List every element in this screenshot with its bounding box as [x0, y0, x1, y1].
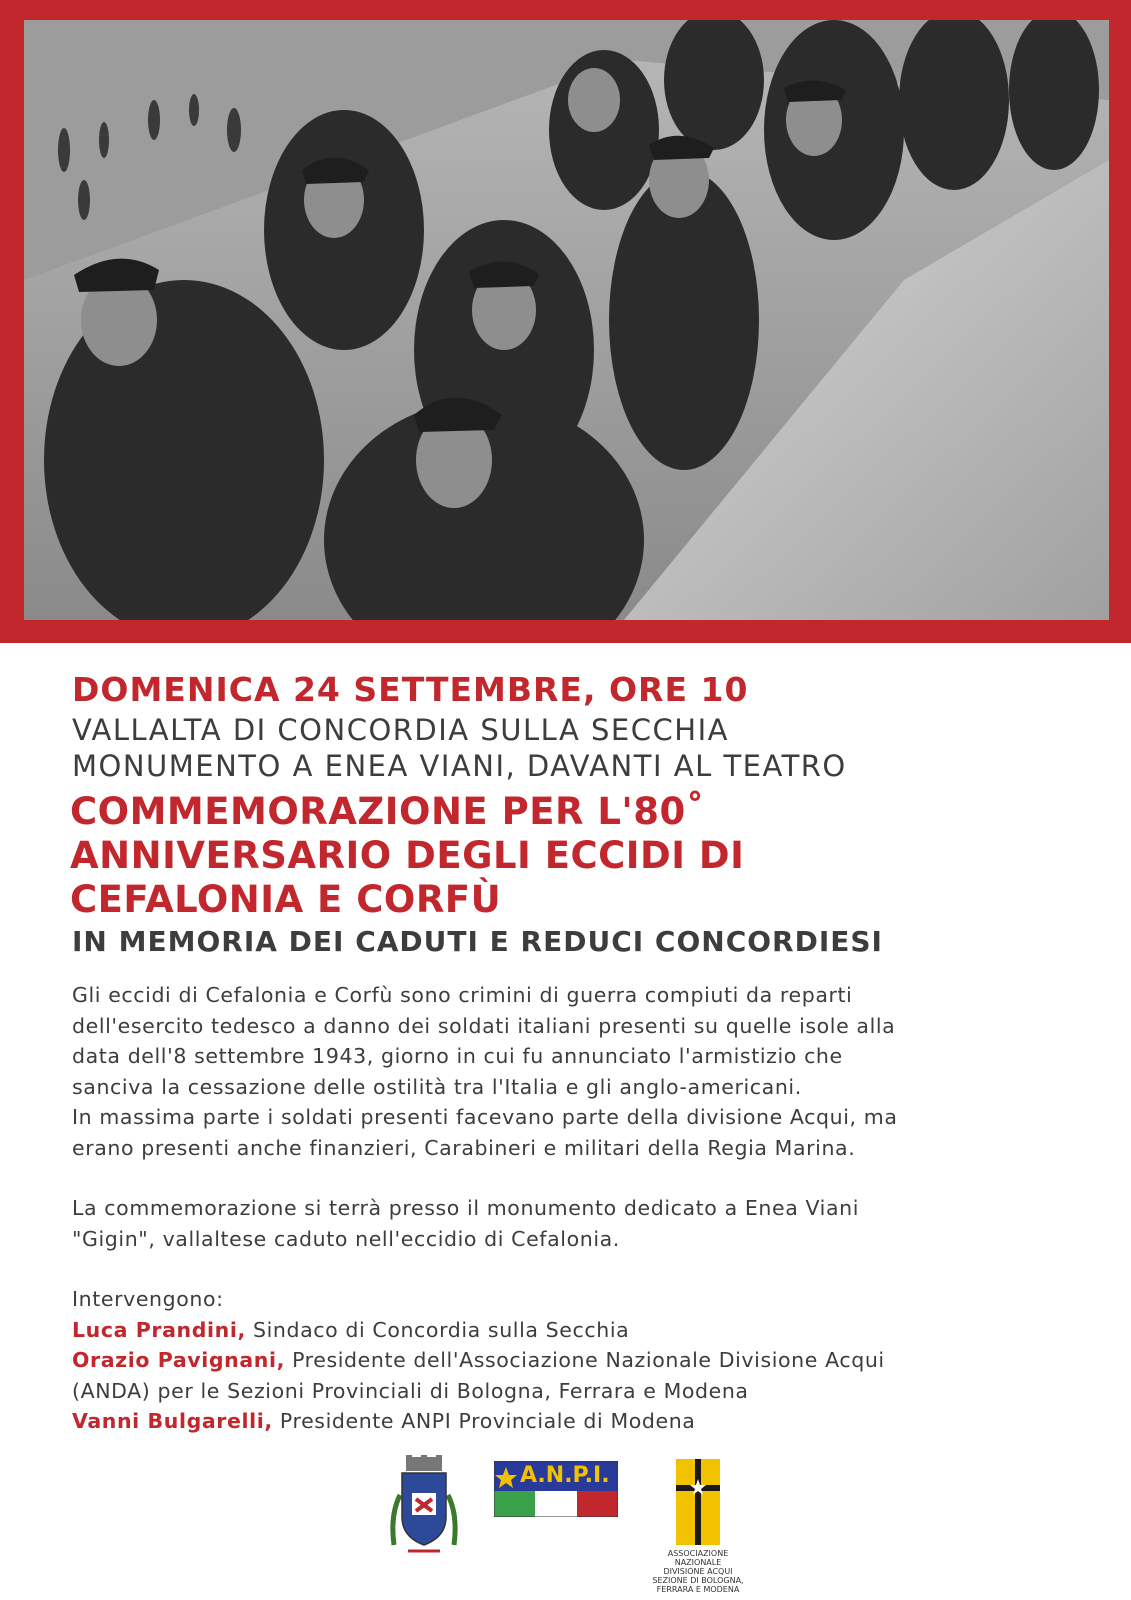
speaker-name: Vanni Bulgarelli,: [72, 1409, 273, 1433]
anpi-logo: [494, 1461, 618, 1521]
body-line: "Gigin", vallaltese caduto nell'eccidio di Cefalonia.: [72, 1226, 620, 1251]
body-paragraph-2: [72, 1193, 1072, 1254]
speaker-role: Presidente dell'Associazione Nazionale Divisione Acqui: [284, 1348, 885, 1372]
speaker-line: [72, 1376, 1072, 1407]
speaker-line: [72, 1406, 1072, 1437]
anda-caption-line: FERRARA E MODENA: [656, 1585, 740, 1594]
photo-frame: [0, 0, 1131, 643]
event-subtitle: IN MEMORIA DEI CADUTI E REDUCI CONCORDIESI: [72, 925, 883, 958]
speaker-line: [72, 1315, 1072, 1346]
speaker-role: Presidente ANPI Provinciale di Modena: [272, 1409, 696, 1433]
event-title: [70, 790, 1072, 922]
event-title-line2: ANNIVERSARIO DEGLI ECCIDI DI: [70, 834, 745, 877]
anpi-logo-text: A.N.P.I.: [520, 1463, 610, 1488]
spacer: [72, 1254, 1072, 1284]
historical-soldiers-photo: [24, 20, 1109, 620]
body-paragraph-1: [72, 980, 1072, 1163]
body-line: data dell'8 settembre 1943, giorno in cui fu annunciato l'armistizio che: [72, 1044, 843, 1068]
speaker-role: Sindaco di Concordia sulla Secchia: [245, 1317, 630, 1342]
event-title-line3: CEFALONIA E CORFÙ: [70, 878, 502, 921]
speaker-role: (ANDA) per le Sezioni Provinciali di Bologna, Ferrara e Modena: [72, 1378, 749, 1403]
comune-coat-of-arms-icon: [388, 1455, 460, 1564]
event-date: DOMENICA 24 SETTEMBRE, ORE 10: [72, 670, 749, 709]
spacer: [72, 1163, 1072, 1193]
body-line: In massima parte i soldati presenti facevano parte della divisione Acqui, ma: [72, 1105, 898, 1129]
anda-caption-line: SEZIONE DI BOLOGNA,: [652, 1576, 744, 1585]
event-place-line1: VALLALTA DI CONCORDIA SULLA SECCHIA: [72, 713, 729, 747]
event-content: [72, 668, 1072, 1437]
event-title-line1: COMMEMORAZIONE PER L'80˚: [70, 790, 705, 833]
speaker-name: Luca Prandini,: [72, 1317, 246, 1342]
body-line: sanciva la cessazione delle ostilità tra l'Italia e gli anglo-americani.: [72, 1074, 802, 1099]
body-line: erano presenti anche finanzieri, Carabineri e militari della Regia Marina.: [72, 1135, 856, 1160]
logos-row: [0, 1455, 1131, 1600]
anda-logo: [648, 1459, 748, 1594]
event-place-line2: MONUMENTO A ENEA VIANI, DAVANTI AL TEATRO: [72, 749, 847, 783]
anda-caption-line: DIVISIONE ACQUI: [663, 1567, 733, 1576]
photo-illustration: [24, 20, 1109, 620]
event-body: [72, 980, 1072, 1437]
speaker-line: [72, 1345, 1072, 1376]
intervengono-label: Intervengono:: [72, 1287, 224, 1311]
anda-caption-line: ASSOCIAZIONE NAZIONALE: [667, 1549, 729, 1567]
body-line: dell'esercito tedesco a danno dei soldati italiani presenti su quelle isole alla: [72, 1013, 896, 1038]
speaker-name: Orazio Pavignani,: [72, 1348, 285, 1372]
body-line: Gli eccidi di Cefalonia e Corfù sono crimini di guerra compiuti da reparti: [72, 983, 853, 1007]
body-line: La commemorazione si terrà presso il monumento dedicato a Enea Viani: [72, 1196, 859, 1220]
